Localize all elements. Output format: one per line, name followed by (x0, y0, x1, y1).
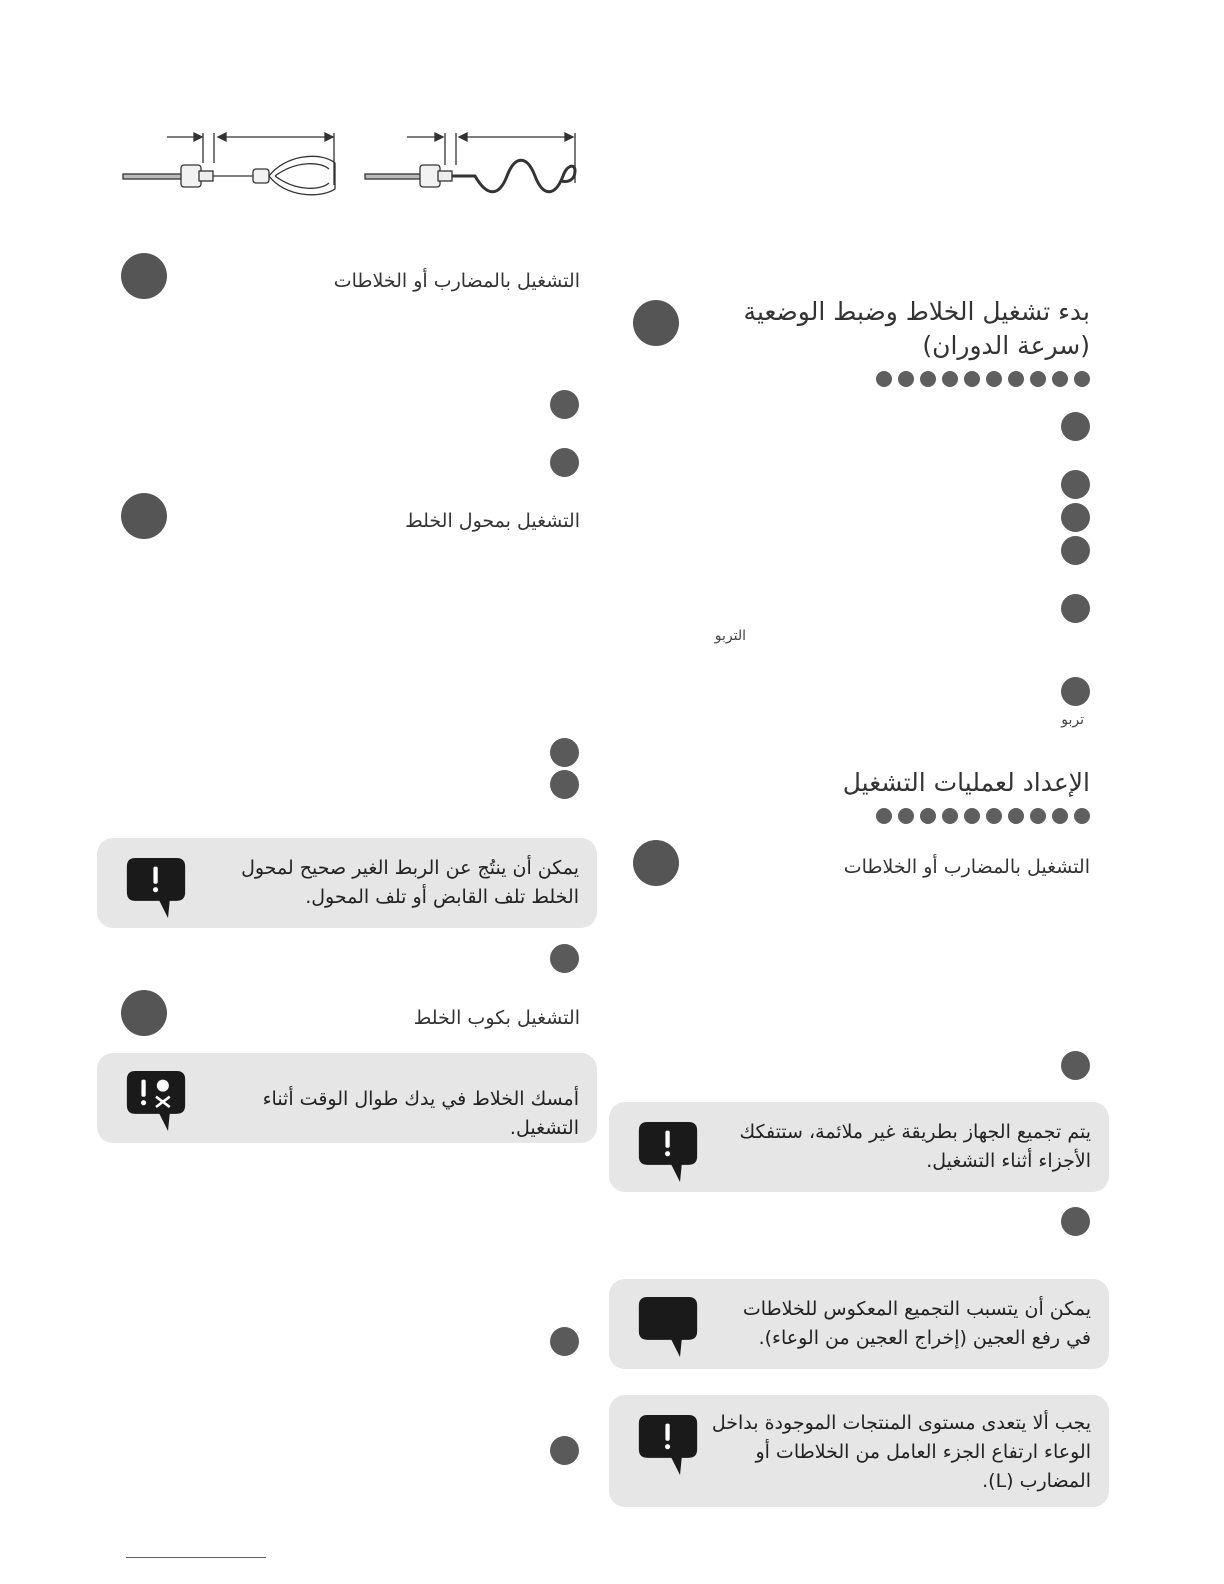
turbo-label: تربو (1061, 712, 1084, 728)
footer-rule (126, 1557, 266, 1558)
callout-text: يمكن أن ينتُج عن الربط الغير صحيح لمحول الخلط تلف القابض أو تلف المحول. (241, 857, 579, 908)
section-heading-mixer-adapter: التشغيل بمحول الخلط (405, 510, 580, 532)
step-marker (550, 770, 579, 799)
callout-text: يجب ألا يتعدى مستوى المنتجات الموجودة بداخل الوعاء ارتفاع الجزء العامل من الخلاطات أو المضارب (L). (711, 1412, 1091, 1492)
section-marker (633, 840, 679, 886)
step-marker (1061, 470, 1090, 499)
step-marker (1061, 1051, 1090, 1080)
dough-hook-drawing (365, 133, 575, 192)
step-marker (550, 738, 579, 767)
section-marker (121, 990, 167, 1036)
callout-level-warning (609, 1395, 1109, 1507)
heading-line-1: بدء تشغيل الخلاط وضبط الوضعية (743, 297, 1090, 326)
accessories-illustration (115, 125, 590, 205)
callout-reverse-note (609, 1279, 1109, 1369)
callout-text: أمسك الخلاط في يدك طوال الوقت أثناء التشغيل. (262, 1088, 579, 1139)
section-heading-blender-cup: التشغيل بكوب الخلط (413, 1007, 580, 1029)
warning-bubble-icon (634, 1122, 702, 1182)
step-marker (550, 1327, 579, 1356)
section-heading-prepare: الإعداد لعمليات التشغيل (842, 768, 1090, 797)
step-marker (550, 1436, 579, 1465)
section-marker (121, 253, 167, 299)
dots-divider (876, 371, 1090, 387)
step-marker (1061, 503, 1090, 532)
section-heading-beaters-right: التشغيل بالمضارب أو الخلاطات (843, 856, 1090, 878)
section-heading-beaters-left: التشغيل بالمضارب أو الخلاطات (333, 270, 580, 292)
heading-line-2: (سرعة الدوران) (922, 331, 1090, 360)
step-marker (1061, 1207, 1090, 1236)
warning-bubble-icon (634, 1415, 702, 1475)
section-marker (633, 300, 679, 346)
step-marker (550, 944, 579, 973)
section-heading-start-speed (690, 295, 1090, 363)
dots-divider (876, 808, 1090, 824)
step-marker (1061, 412, 1090, 441)
callout-text: يتم تجميع الجهاز بطريقة غير ملائمة، ستتفكك الأجزاء أثناء التشغيل. (739, 1121, 1091, 1172)
warning-bubble-icon (122, 858, 190, 918)
step-marker (1061, 594, 1090, 623)
callout-text: يمكن أن يتسبب التجميع المعكوس للخلاطات في رفع العجين (إخراج العجين من الوعاء). (742, 1298, 1091, 1349)
callout-adapter-warning (97, 838, 597, 928)
hazard-bubble-icon (122, 1071, 190, 1131)
note-bubble-icon (634, 1297, 702, 1357)
callout-assembly-warning (609, 1102, 1109, 1192)
section-marker (121, 493, 167, 539)
step-marker (1061, 677, 1090, 706)
step-marker (550, 390, 579, 419)
step-marker (1061, 536, 1090, 565)
beater-drawing (123, 133, 335, 195)
step-marker (550, 448, 579, 477)
callout-hold-warning (97, 1053, 597, 1143)
turbo-label: التربو (714, 628, 746, 644)
